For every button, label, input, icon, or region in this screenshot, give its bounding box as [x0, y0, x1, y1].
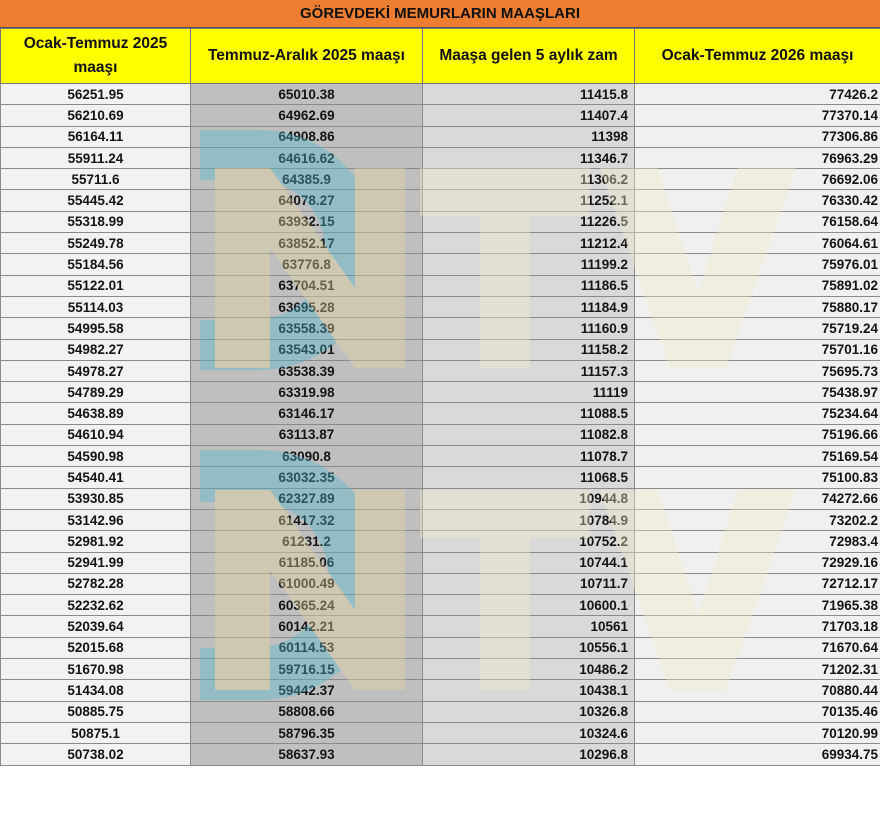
cell-five-month-raise: 11078.7 — [423, 446, 635, 467]
cell-jul-dec-2025: 63558.39 — [191, 318, 423, 339]
salary-table — [0, 28, 880, 766]
cell-jan-jul-2025: 54590.98 — [1, 446, 191, 467]
cell-jan-jul-2026: 71965.38 — [635, 595, 880, 616]
cell-jan-jul-2025: 54995.58 — [1, 318, 191, 339]
cell-jan-jul-2026: 76692.06 — [635, 169, 880, 190]
cell-five-month-raise: 11199.2 — [423, 254, 635, 275]
cell-jan-jul-2025: 50885.75 — [1, 701, 191, 722]
table-row — [1, 382, 880, 403]
table-row — [1, 126, 880, 147]
cell-jan-jul-2026: 77426.2 — [635, 84, 880, 105]
cell-jan-jul-2026: 77306.86 — [635, 126, 880, 147]
cell-jan-jul-2025: 50875.1 — [1, 722, 191, 743]
cell-jul-dec-2025: 63695.28 — [191, 296, 423, 317]
table-row — [1, 722, 880, 743]
cell-jan-jul-2026: 75695.73 — [635, 360, 880, 381]
table-row — [1, 424, 880, 445]
cell-jan-jul-2025: 56210.69 — [1, 105, 191, 126]
cell-jul-dec-2025: 61185.06 — [191, 552, 423, 573]
cell-jan-jul-2026: 75169.54 — [635, 446, 880, 467]
table-title: GÖREVDEKİ MEMURLARIN MAAŞLARI — [0, 0, 880, 28]
table-row — [1, 254, 880, 275]
cell-jan-jul-2025: 54540.41 — [1, 467, 191, 488]
cell-jul-dec-2025: 59716.15 — [191, 659, 423, 680]
cell-jan-jul-2025: 55318.99 — [1, 211, 191, 232]
table-row — [1, 275, 880, 296]
cell-jan-jul-2025: 56164.11 — [1, 126, 191, 147]
header-row — [1, 29, 880, 84]
cell-jan-jul-2025: 52782.28 — [1, 573, 191, 594]
table-row — [1, 637, 880, 658]
cell-five-month-raise: 11184.9 — [423, 296, 635, 317]
table-row — [1, 573, 880, 594]
cell-jan-jul-2026: 77370.14 — [635, 105, 880, 126]
header-five-month-raise: Maaşa gelen 5 aylık zam — [423, 29, 635, 84]
cell-jan-jul-2025: 55249.78 — [1, 233, 191, 254]
cell-jul-dec-2025: 64962.69 — [191, 105, 423, 126]
cell-jan-jul-2026: 76064.61 — [635, 233, 880, 254]
cell-jan-jul-2026: 70120.99 — [635, 722, 880, 743]
table-row — [1, 552, 880, 573]
cell-jul-dec-2025: 63146.17 — [191, 403, 423, 424]
cell-jul-dec-2025: 64385.9 — [191, 169, 423, 190]
cell-jul-dec-2025: 64908.86 — [191, 126, 423, 147]
table-row — [1, 616, 880, 637]
cell-jan-jul-2025: 54638.89 — [1, 403, 191, 424]
cell-jan-jul-2026: 71703.18 — [635, 616, 880, 637]
table-row — [1, 339, 880, 360]
cell-five-month-raise: 10486.2 — [423, 659, 635, 680]
cell-jan-jul-2025: 55114.03 — [1, 296, 191, 317]
cell-jul-dec-2025: 58796.35 — [191, 722, 423, 743]
cell-five-month-raise: 11186.5 — [423, 275, 635, 296]
table-row — [1, 233, 880, 254]
cell-five-month-raise: 10944.8 — [423, 488, 635, 509]
cell-jan-jul-2026: 70880.44 — [635, 680, 880, 701]
cell-jan-jul-2026: 72983.4 — [635, 531, 880, 552]
cell-jul-dec-2025: 60142.21 — [191, 616, 423, 637]
cell-jan-jul-2025: 53930.85 — [1, 488, 191, 509]
cell-five-month-raise: 10296.8 — [423, 744, 635, 765]
cell-jul-dec-2025: 63776.8 — [191, 254, 423, 275]
header-jul-dec-2025: Temmuz-Aralık 2025 maaşı — [191, 29, 423, 84]
table-row — [1, 595, 880, 616]
cell-five-month-raise: 11415.8 — [423, 84, 635, 105]
cell-five-month-raise: 10711.7 — [423, 573, 635, 594]
table-row — [1, 169, 880, 190]
cell-jul-dec-2025: 63090.8 — [191, 446, 423, 467]
cell-jan-jul-2025: 55184.56 — [1, 254, 191, 275]
cell-jul-dec-2025: 60365.24 — [191, 595, 423, 616]
cell-five-month-raise: 10438.1 — [423, 680, 635, 701]
cell-jan-jul-2025: 54789.29 — [1, 382, 191, 403]
cell-five-month-raise: 10600.1 — [423, 595, 635, 616]
cell-jan-jul-2026: 76330.42 — [635, 190, 880, 211]
cell-jan-jul-2026: 72712.17 — [635, 573, 880, 594]
cell-five-month-raise: 11158.2 — [423, 339, 635, 360]
table-row — [1, 446, 880, 467]
cell-jan-jul-2026: 75719.24 — [635, 318, 880, 339]
cell-jan-jul-2025: 54982.27 — [1, 339, 191, 360]
table-row — [1, 211, 880, 232]
cell-jul-dec-2025: 59442.37 — [191, 680, 423, 701]
cell-five-month-raise: 11068.5 — [423, 467, 635, 488]
cell-jan-jul-2026: 76158.64 — [635, 211, 880, 232]
table-body — [1, 84, 880, 766]
table-row — [1, 147, 880, 168]
cell-jan-jul-2025: 52015.68 — [1, 637, 191, 658]
cell-five-month-raise: 11088.5 — [423, 403, 635, 424]
cell-jul-dec-2025: 61231.2 — [191, 531, 423, 552]
table-row — [1, 659, 880, 680]
cell-five-month-raise: 11160.9 — [423, 318, 635, 339]
cell-jan-jul-2026: 75701.16 — [635, 339, 880, 360]
cell-jan-jul-2026: 73202.2 — [635, 509, 880, 530]
cell-jan-jul-2025: 52981.92 — [1, 531, 191, 552]
cell-jan-jul-2026: 75891.02 — [635, 275, 880, 296]
cell-five-month-raise: 11306.2 — [423, 169, 635, 190]
cell-five-month-raise: 10324.6 — [423, 722, 635, 743]
table-row — [1, 467, 880, 488]
cell-jul-dec-2025: 63704.51 — [191, 275, 423, 296]
table-row — [1, 403, 880, 424]
cell-jan-jul-2026: 75438.97 — [635, 382, 880, 403]
table-row — [1, 744, 880, 765]
cell-jul-dec-2025: 65010.38 — [191, 84, 423, 105]
cell-jul-dec-2025: 62327.89 — [191, 488, 423, 509]
cell-jan-jul-2026: 69934.75 — [635, 744, 880, 765]
cell-jan-jul-2026: 71670.64 — [635, 637, 880, 658]
cell-jan-jul-2025: 54610.94 — [1, 424, 191, 445]
table-row — [1, 509, 880, 530]
cell-jul-dec-2025: 63852.17 — [191, 233, 423, 254]
cell-five-month-raise: 11252.1 — [423, 190, 635, 211]
cell-five-month-raise: 11212.4 — [423, 233, 635, 254]
table-row — [1, 488, 880, 509]
cell-jan-jul-2025: 55122.01 — [1, 275, 191, 296]
cell-jan-jul-2026: 75976.01 — [635, 254, 880, 275]
cell-jan-jul-2026: 71202.31 — [635, 659, 880, 680]
header-jan-jul-2025: Ocak-Temmuz 2025 maaşı — [1, 29, 191, 84]
cell-five-month-raise: 11346.7 — [423, 147, 635, 168]
cell-jul-dec-2025: 58637.93 — [191, 744, 423, 765]
cell-jul-dec-2025: 63032.35 — [191, 467, 423, 488]
cell-jul-dec-2025: 61000.49 — [191, 573, 423, 594]
cell-five-month-raise: 10326.8 — [423, 701, 635, 722]
table-row — [1, 296, 880, 317]
cell-jan-jul-2026: 76963.29 — [635, 147, 880, 168]
cell-jul-dec-2025: 63113.87 — [191, 424, 423, 445]
cell-five-month-raise: 11407.4 — [423, 105, 635, 126]
table-row — [1, 84, 880, 105]
cell-jan-jul-2026: 75234.64 — [635, 403, 880, 424]
cell-jul-dec-2025: 64616.62 — [191, 147, 423, 168]
cell-jul-dec-2025: 60114.53 — [191, 637, 423, 658]
cell-jul-dec-2025: 64078.27 — [191, 190, 423, 211]
cell-jul-dec-2025: 58808.66 — [191, 701, 423, 722]
cell-jan-jul-2025: 56251.95 — [1, 84, 191, 105]
cell-five-month-raise: 10561 — [423, 616, 635, 637]
cell-jan-jul-2025: 53142.96 — [1, 509, 191, 530]
cell-five-month-raise: 11157.3 — [423, 360, 635, 381]
table-row — [1, 105, 880, 126]
table-row — [1, 680, 880, 701]
cell-jan-jul-2025: 54978.27 — [1, 360, 191, 381]
cell-jan-jul-2026: 70135.46 — [635, 701, 880, 722]
cell-five-month-raise: 10752.2 — [423, 531, 635, 552]
table-row — [1, 190, 880, 211]
cell-jan-jul-2026: 75100.83 — [635, 467, 880, 488]
cell-jul-dec-2025: 63538.39 — [191, 360, 423, 381]
cell-jan-jul-2025: 50738.02 — [1, 744, 191, 765]
cell-jan-jul-2025: 55445.42 — [1, 190, 191, 211]
cell-jan-jul-2025: 51670.98 — [1, 659, 191, 680]
cell-jan-jul-2026: 75880.17 — [635, 296, 880, 317]
header-jan-jul-2026: Ocak-Temmuz 2026 maaşı — [635, 29, 880, 84]
cell-five-month-raise: 11398 — [423, 126, 635, 147]
cell-jan-jul-2025: 52941.99 — [1, 552, 191, 573]
table-row — [1, 318, 880, 339]
cell-jan-jul-2025: 52039.64 — [1, 616, 191, 637]
cell-five-month-raise: 10744.1 — [423, 552, 635, 573]
cell-jan-jul-2026: 75196.66 — [635, 424, 880, 445]
cell-jan-jul-2025: 55911.24 — [1, 147, 191, 168]
table-row — [1, 531, 880, 552]
cell-jul-dec-2025: 61417.32 — [191, 509, 423, 530]
cell-five-month-raise: 10784.9 — [423, 509, 635, 530]
cell-five-month-raise: 11082.8 — [423, 424, 635, 445]
cell-jan-jul-2025: 52232.62 — [1, 595, 191, 616]
cell-jul-dec-2025: 63932.15 — [191, 211, 423, 232]
cell-jan-jul-2025: 55711.6 — [1, 169, 191, 190]
cell-jan-jul-2026: 72929.16 — [635, 552, 880, 573]
cell-jan-jul-2025: 51434.08 — [1, 680, 191, 701]
cell-jul-dec-2025: 63319.98 — [191, 382, 423, 403]
cell-jan-jul-2026: 74272.66 — [635, 488, 880, 509]
cell-five-month-raise: 10556.1 — [423, 637, 635, 658]
cell-five-month-raise: 11226.5 — [423, 211, 635, 232]
table-row — [1, 360, 880, 381]
table-row — [1, 701, 880, 722]
cell-five-month-raise: 11119 — [423, 382, 635, 403]
cell-jul-dec-2025: 63543.01 — [191, 339, 423, 360]
